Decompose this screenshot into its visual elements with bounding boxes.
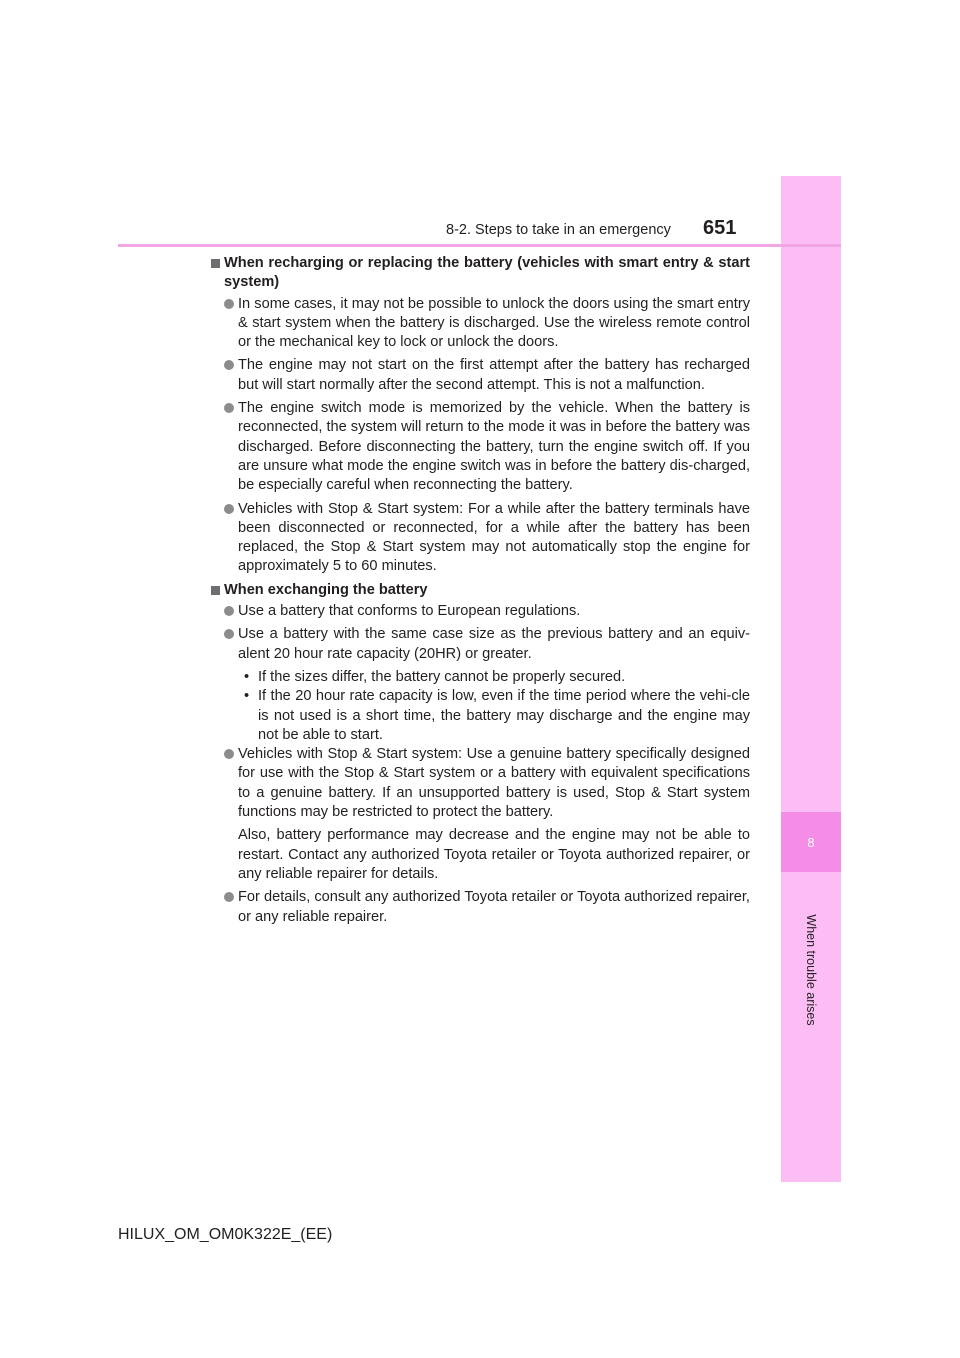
dot-bullet-icon: • [244,688,250,705]
chapter-side-tab [781,176,841,1182]
document-code: HILUX_OM_OM0K322E_(EE) [118,1226,333,1243]
chapter-number-tab: 8 [781,812,841,872]
section-heading: When exchanging the battery [210,581,750,600]
circle-bullet-icon [224,606,234,616]
list-item: The engine switch mode is memorized by the vehicle. When the battery is reconnected, the system will return to the mode it was in before the battery was discharged. Before disconnecting the battery, turn the engine switch off. If you are unsure what mode the engine switch was in before the battery dis-charged, be especially careful when reconnecting the battery. [210,399,750,495]
list-item: Vehicles with Stop & Start system: Use a genuine battery specifically designed for use with the Stop & Start system or a battery with equivalent specifications to a genuine battery. If an unsupported battery is used, Stop & Start system functions may be restricted to protect the battery. [210,745,750,822]
chapter-title-label: When trouble arises [804,914,818,1026]
header-rule [118,244,841,247]
square-bullet-icon [211,259,220,268]
list-item: The engine may not start on the first attempt after the battery has recharged but will start normally after the second attempt. This is not a malfunction. [210,356,750,395]
circle-bullet-icon [224,892,234,902]
sub-list-item: • If the sizes differ, the battery cannot be properly secured. [210,668,750,687]
dot-bullet-icon: • [244,668,250,685]
paragraph: Also, battery performance may decrease and the engine may not be able to restart. Contact any authorized Toyota retailer or Toyota authorized repairer, or any reliable repairer for details. [238,827,750,882]
page-number: 651 [703,217,737,239]
square-bullet-icon [211,586,220,595]
section-header: 8-2. Steps to take in an emergency [446,222,671,238]
sub-list-item: • If the 20 hour rate capacity is low, even if the time period where the vehi-cle is not used is a short time, the battery may discharge and the engine may not be able to start. [244,688,750,743]
circle-bullet-icon [224,299,234,309]
list-item: Use a battery with the same case size as the previous battery and an equiv-alent 20 hour rate capacity (20HR) or greater. [210,625,750,664]
circle-bullet-icon [224,629,234,639]
list-item: Vehicles with Stop & Start system: For a while after the battery terminals have been disconnected or reconnected, for a while after the battery has been replaced, the Stop & Start system may not automatically stop the engine for approximately 5 to 60 minutes. [210,500,750,577]
circle-bullet-icon [224,403,234,413]
list-item: For details, consult any authorized Toyota retailer or Toyota authorized repairer, or any reliable repairer. [210,888,750,927]
circle-bullet-icon [224,504,234,514]
section-heading: When recharging or replacing the battery (vehicles with smart entry & start system) [210,254,750,293]
list-item: Use a battery that conforms to European regulations. [210,602,750,621]
circle-bullet-icon [224,360,234,370]
page-content [210,254,750,931]
list-item: In some cases, it may not be possible to unlock the doors using the smart entry & start system when the battery is discharged. Use the wireless remote control or the mechanical key to lock or unlock the doors. [210,295,750,353]
circle-bullet-icon [224,749,234,759]
